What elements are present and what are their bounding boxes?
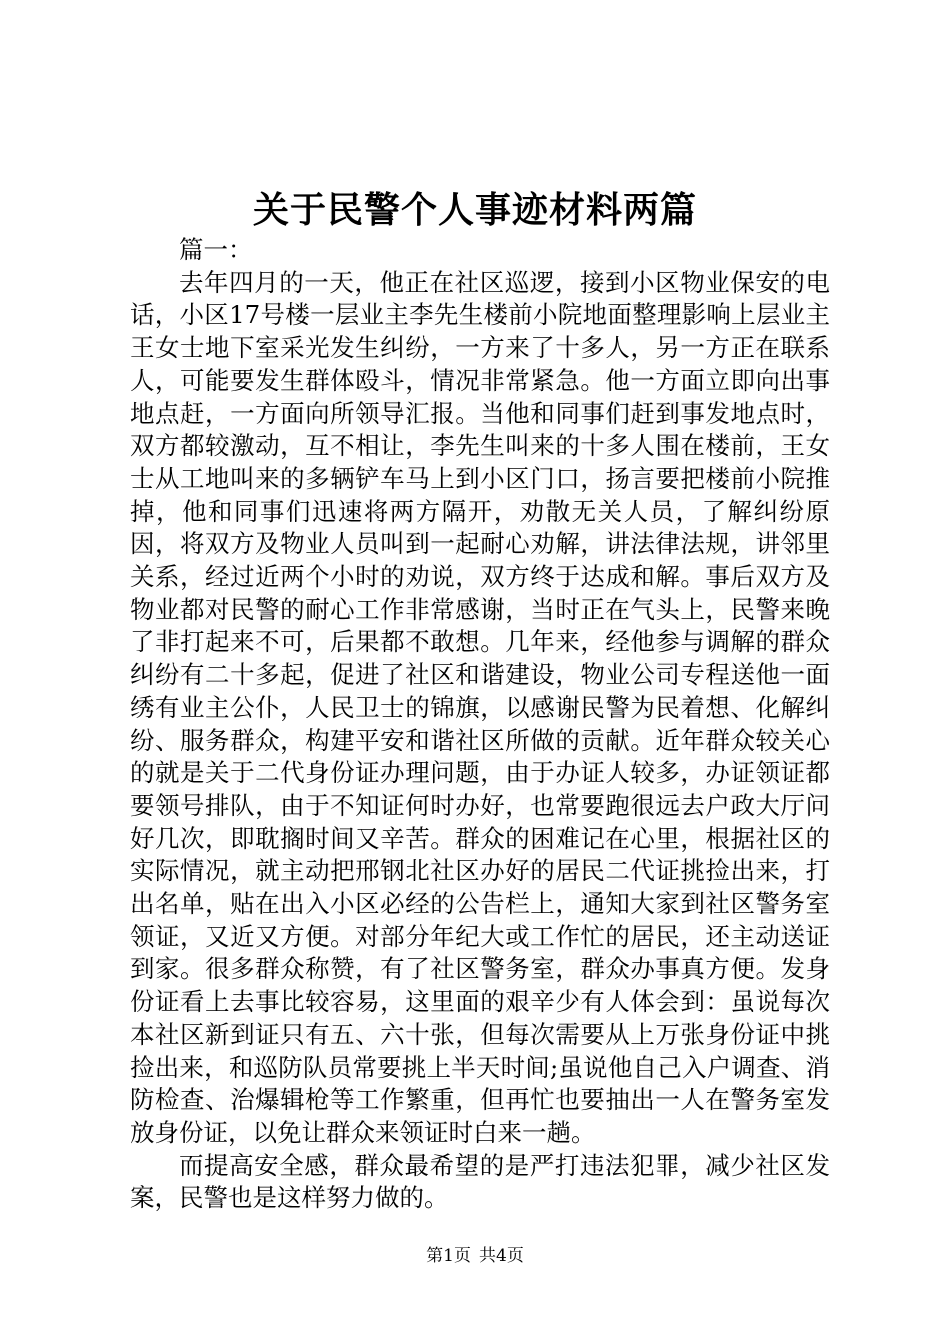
body-paragraph: 而提高安全感，群众最希望的是严打违法犯罪，减少社区发案，民警也是这样努力做的。 (130, 1150, 830, 1213)
page-footer (0, 1244, 950, 1268)
document-title: 关于民警个人事迹材料两篇 (252, 189, 697, 231)
page-number: 第1页 (426, 1246, 471, 1266)
body-paragraph: 去年四月的一天，他正在社区巡逻，接到小区物业保安的电话，小区17号楼一层业主李先生楼前小院地面整理影响上层业主王女士地下室采光发生纠纷，一方来了十多人，另一方正在联系人，可能要发生群体殴斗，情况非常紧急。他一方面立即向出事地点赶，一方面向所领导汇报。当他和同事们赶到事发地点时，双方都较激动，互不相让，李先生叫来的十多人围在楼前，王女士从工地叫来的多辆铲车马上到小区门口，扬言要把楼前小院推掉，他和同事们迅速将两方隔开，劝散无关人员，了解纠纷原因，将双方及物业人员叫到一起耐心劝解，讲法律法规，讲邻里关系，经过近两个小时的劝说，双方终于达成和解。事后双方及物业都对民警的耐心工作非常感谢，当时正在气头上，民警来晚了非打起来不可，后果都不敢想。几年来，经他参与调解的群众纠纷有二十多起，促进了社区和谐建设，物业公司专程送他一面绣有业主公仆，人民卫士的锦旗，以感谢民警为民着想、化解纠纷、服务群众，构建平安和谐社区所做的贡献。近年群众较关心的就是关于二代身份证办理问题，由于办证人较多，办证领证都要领号排队，由于不知证何时办好，也常要跑很远去户政大厅问好几次，即耽搁时间又辛苦。群众的困难记在心里，根据社区的实际情况，就主动把邢钢北社区办好的居民二代证挑捡出来，打出名单，贴在出入小区必经的公告栏上，通知大家到社区警务室领证，又近又方便。对部分年纪大或工作忙的居民，还主动送证到家。很多群众称赞，有了社区警务室，群众办事真方便。发身份证看上去事比较容易，这里面的艰辛少有人体会到：虽说每次本社区新到证只有五、六十张，但每次需要从上万张身份证中挑捡出来，和巡防队员常要挑上半天时间;虽说他自己入户调查、消防检查、治爆辑枪等工作繁重，但再忙也要抽出一人在警务室发放身份证，以免让群众来领证时白来一趟。 (130, 267, 830, 1147)
page-total: 共4页 (479, 1246, 524, 1266)
section-heading: 篇一： (179, 235, 253, 264)
document-body (130, 234, 830, 1215)
